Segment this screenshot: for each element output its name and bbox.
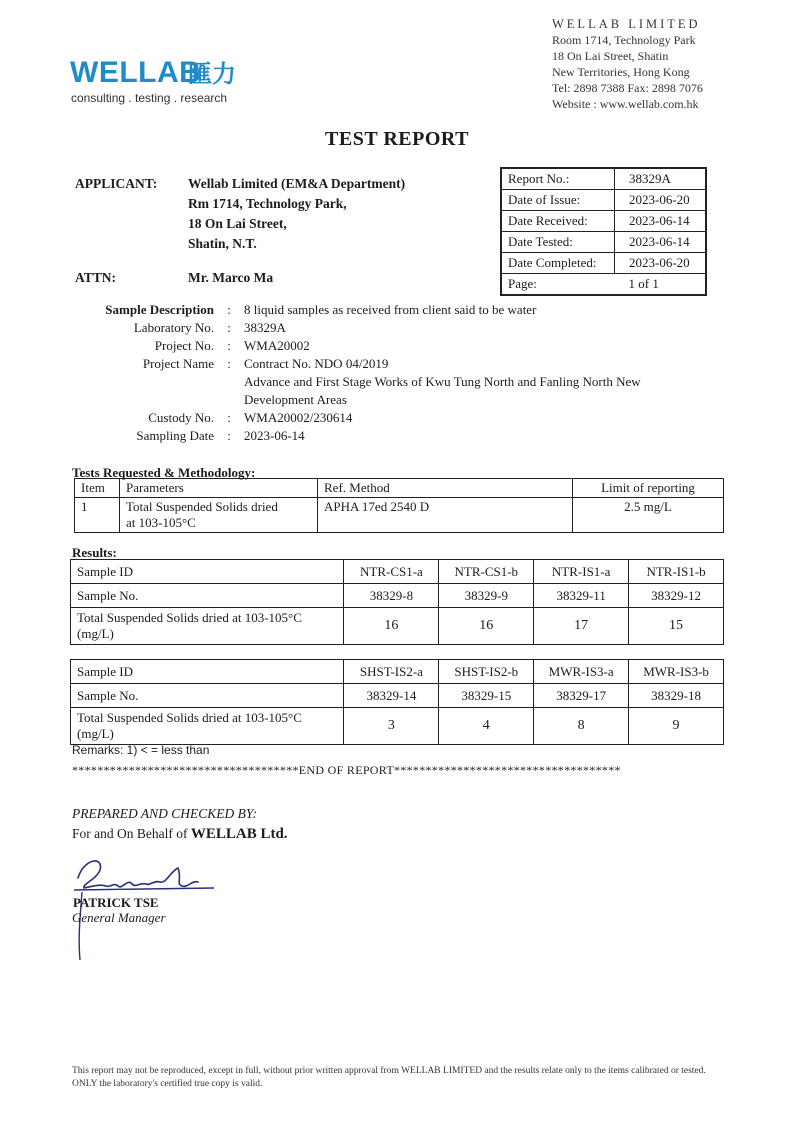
report-info-table — [500, 167, 707, 296]
applicant-line: Rm 1714, Technology Park, — [188, 196, 347, 211]
applicant-line: Shatin, N.T. — [188, 236, 257, 251]
colon: : — [227, 428, 231, 443]
info-value: 2023-06-20 — [615, 253, 707, 274]
info-key: Date Tested: — [501, 232, 615, 253]
desc-row — [86, 301, 704, 319]
row-label: Sample ID — [71, 660, 344, 684]
company-website: Website : www.wellab.com.hk — [552, 97, 699, 111]
desc-key: Sample Description — [105, 302, 214, 317]
sample-no-cell: 38329-18 — [629, 684, 724, 708]
info-row — [501, 168, 706, 190]
report-title: TEST REPORT — [325, 128, 469, 150]
colon: : — [227, 338, 231, 353]
header-cell: Parameters — [120, 479, 318, 498]
logo-tagline: consulting . testing . research — [71, 91, 228, 105]
company-address-line: New Territories, Hong Kong — [552, 65, 690, 79]
header-cell: Ref. Method — [318, 479, 573, 498]
table-row — [71, 584, 724, 608]
sample-id-cell: MWR-IS3-b — [629, 660, 724, 684]
company-phone-fax: Tel: 2898 7388 Fax: 2898 7076 — [552, 81, 703, 95]
sample-no-cell: 38329-15 — [439, 684, 534, 708]
table-row — [71, 708, 724, 745]
info-key: Date Completed: — [501, 253, 615, 274]
info-value: 2023-06-14 — [615, 232, 707, 253]
result-value-cell: 9 — [629, 708, 724, 745]
end-of-report-line: ************************************END OF REPORT************************************ — [72, 763, 621, 777]
info-key: Date of Issue: — [501, 190, 615, 211]
tests-heading: Tests Requested & Methodology: — [72, 465, 256, 480]
sample-no-cell: 38329-8 — [344, 584, 439, 608]
row-label: Total Suspended Solids dried at 103-105°C (mg/L) — [71, 608, 344, 645]
applicant-address — [188, 174, 405, 254]
parameter-cell — [120, 498, 318, 533]
row-label: Sample ID — [71, 560, 344, 584]
desc-key: Project Name — [142, 356, 214, 371]
desc-row — [86, 319, 704, 337]
header-cell: Item — [75, 479, 120, 498]
item-cell: 1 — [75, 498, 120, 533]
desc-value: 38329A — [244, 320, 286, 335]
desc-value: WMA20002 — [244, 338, 310, 353]
table-row — [71, 660, 724, 684]
result-value-cell: 17 — [534, 608, 629, 645]
header-cell: Limit of reporting — [573, 479, 724, 498]
table-row — [71, 608, 724, 645]
result-value-cell: 16 — [439, 608, 534, 645]
project-name-line: Advance and First Stage Works of Kwu Tung North and Fanling North New — [244, 374, 641, 389]
desc-key: Project No. — [154, 338, 214, 353]
row-label: Sample No. — [71, 684, 344, 708]
sample-id-cell: NTR-IS1-a — [534, 560, 629, 584]
table-row — [75, 498, 724, 533]
attn-label: ATTN: — [75, 270, 117, 285]
desc-key: Custody No. — [148, 410, 214, 425]
logo-chinese: 匯力 — [188, 60, 236, 88]
result-value-cell: 16 — [344, 608, 439, 645]
results-table-2 — [70, 659, 724, 745]
desc-value — [244, 355, 704, 409]
info-key: Page: — [508, 276, 537, 291]
info-row — [501, 274, 706, 296]
sample-id-cell: SHST-IS2-a — [344, 660, 439, 684]
desc-value: 2023-06-14 — [244, 428, 305, 443]
applicant-line: Wellab Limited (EM&A Department) — [188, 176, 406, 191]
desc-value: 8 liquid samples as received from client said to be water — [244, 302, 537, 317]
behalf-line — [72, 826, 288, 843]
parameter-line: at 103-105°C — [126, 515, 196, 530]
applicant-label: APPLICANT: — [75, 176, 158, 191]
footer-disclaimer: This report may not be reproduced, except in full, without prior written approval from WELLAB LIMITED and the results relate only to the items calibrated or tested. ONLY the laboratory's certified true copy is valid. — [72, 1066, 706, 1089]
sample-id-cell: SHST-IS2-b — [439, 660, 534, 684]
sample-description-block — [86, 301, 704, 445]
table-row — [71, 684, 724, 708]
sample-id-cell: NTR-CS1-b — [439, 560, 534, 584]
company-address-block — [552, 16, 703, 112]
info-row — [501, 253, 706, 274]
applicant-line: 18 On Lai Street, — [188, 216, 287, 231]
method-cell: APHA 17ed 2540 D — [318, 498, 573, 533]
desc-row — [86, 355, 704, 409]
sample-no-cell: 38329-17 — [534, 684, 629, 708]
info-row — [501, 190, 706, 211]
sample-id-cell: MWR-IS3-a — [534, 660, 629, 684]
table-header-row — [75, 479, 724, 498]
project-name-line: Contract No. NDO 04/2019 — [244, 356, 389, 371]
info-key: Report No.: — [501, 168, 615, 190]
colon: : — [227, 320, 231, 335]
logo-wordmark: WELLAB — [70, 56, 202, 89]
desc-row — [86, 337, 704, 355]
remarks: Remarks: 1) < = less than — [72, 743, 210, 757]
colon: : — [227, 302, 231, 317]
behalf-prefix: For and On Behalf of — [72, 826, 188, 841]
desc-key: Sampling Date — [136, 428, 214, 443]
sample-no-cell: 38329-9 — [439, 584, 534, 608]
sample-id-cell: NTR-IS1-b — [629, 560, 724, 584]
info-row — [501, 211, 706, 232]
behalf-company: WELLAB Ltd. — [190, 826, 288, 842]
desc-key: Laboratory No. — [133, 320, 214, 335]
sample-no-cell: 38329-14 — [344, 684, 439, 708]
project-name-line: Development Areas — [244, 392, 347, 407]
desc-row — [86, 409, 704, 427]
result-value-cell: 3 — [344, 708, 439, 745]
sample-no-cell: 38329-12 — [629, 584, 724, 608]
page-number: 1 of 1 — [628, 276, 659, 291]
result-value-cell: 8 — [534, 708, 629, 745]
results-heading: Results: — [72, 545, 117, 560]
table-row — [71, 560, 724, 584]
info-row — [501, 232, 706, 253]
row-label: Total Suspended Solids dried at 103-105°C (mg/L) — [71, 708, 344, 745]
sample-no-cell: 38329-11 — [534, 584, 629, 608]
attn-name: Mr. Marco Ma — [188, 270, 274, 285]
row-label: Sample No. — [71, 584, 344, 608]
result-value-cell: 15 — [629, 608, 724, 645]
limit-cell: 2.5 mg/L — [573, 498, 724, 533]
desc-row — [86, 427, 704, 445]
info-value: 2023-06-20 — [615, 190, 707, 211]
info-value: 2023-06-14 — [615, 211, 707, 232]
signatory-name: PATRICK TSE — [73, 895, 159, 910]
sample-id-cell: NTR-CS1-a — [344, 560, 439, 584]
info-key: Date Received: — [501, 211, 615, 232]
colon: : — [227, 410, 231, 425]
info-value: 38329A — [615, 168, 707, 190]
tests-table — [74, 478, 724, 533]
colon: : — [227, 356, 231, 371]
parameter-line: Total Suspended Solids dried — [126, 499, 278, 514]
desc-value: WMA20002/230614 — [244, 410, 353, 425]
signatory-title: General Manager — [72, 910, 166, 925]
prepared-by-label: PREPARED AND CHECKED BY: — [72, 806, 257, 821]
result-value-cell: 4 — [439, 708, 534, 745]
company-name: WELLAB LIMITED — [552, 17, 701, 31]
company-address-line: 18 On Lai Street, Shatin — [552, 49, 669, 63]
company-address-line: Room 1714, Technology Park — [552, 33, 696, 47]
results-table-1 — [70, 559, 724, 645]
